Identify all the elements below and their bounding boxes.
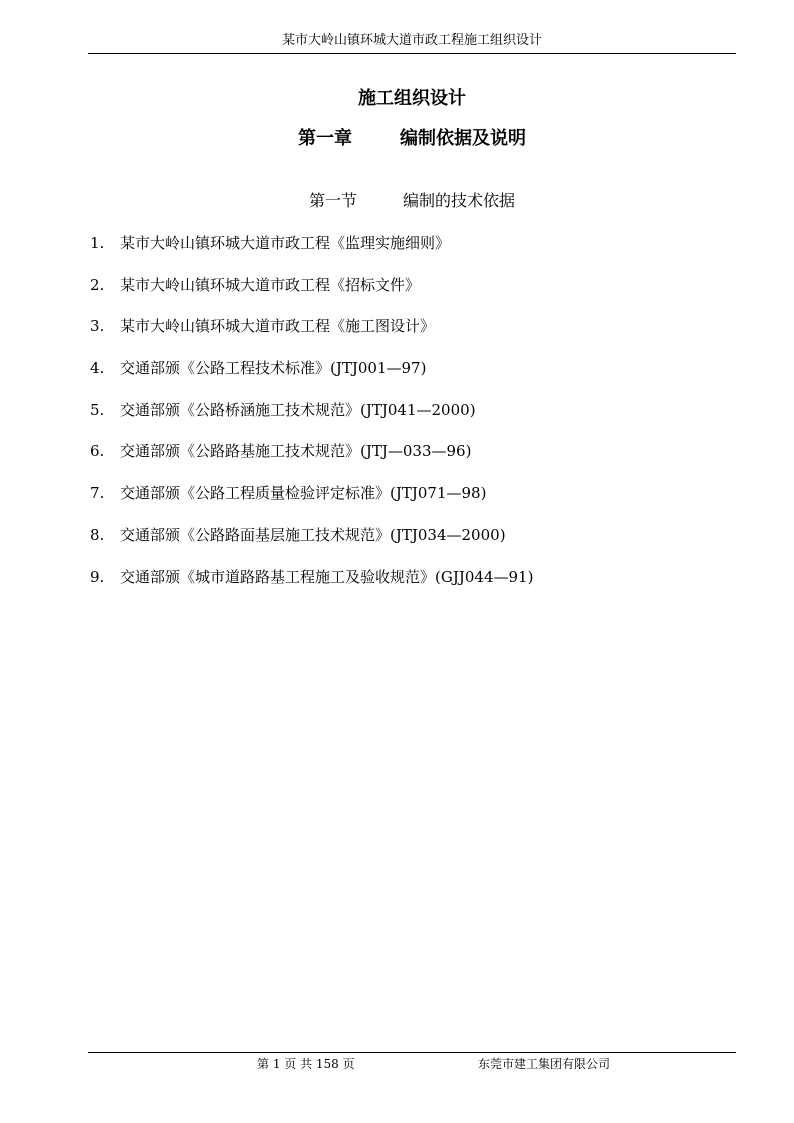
- list-item-text: 交通部颁《公路桥涵施工技术规范》(JTJ041—2000): [120, 400, 476, 419]
- list-item-text: 交通部颁《公路工程质量检验评定标准》(JTJ071—98): [120, 484, 487, 503]
- list-item-text: 某市大岭山镇环城大道市政工程《监理实施细则》: [120, 234, 451, 252]
- list-item: [90, 399, 533, 441]
- list-item-text: 交通部颁《公路工程技术标准》(JTJ001—97): [120, 359, 427, 378]
- chapter-title: 编制依据及说明: [400, 128, 526, 149]
- page-number: 第 1 页 共 158 页: [257, 1057, 355, 1071]
- company-name: 东莞市建工集团有限公司: [478, 1057, 611, 1071]
- list-item-text: 某市大岭山镇环城大道市政工程《施工图设计》: [120, 317, 436, 336]
- section-heading: [88, 190, 736, 212]
- list-item: [90, 357, 533, 399]
- list-item-text: 交通部颁《公路路面基层施工技术规范》(JTJ034—2000): [120, 525, 506, 544]
- list-item: [90, 482, 533, 524]
- list-item: [90, 524, 533, 566]
- list-item-text: 交通部颁《公路路基施工技术规范》(JTJ—033—96): [120, 442, 472, 461]
- list-item: [90, 315, 533, 357]
- list-item-index: 4.: [90, 359, 105, 378]
- running-header: 某市大岭山镇环城大道市政工程施工组织设计: [281, 33, 542, 48]
- list-item-text: 交通部颁《城市道路路基工程施工及验收规范》(GJJ044—91): [120, 567, 534, 586]
- list-item: [90, 232, 533, 274]
- list-item-index: 9.: [90, 567, 105, 586]
- document-title: 施工组织设计: [358, 88, 466, 109]
- list-item-index: 8.: [90, 525, 105, 544]
- list-item-index: 3.: [90, 317, 105, 336]
- section-title: 编制的技术依据: [403, 191, 516, 210]
- chapter-number: 第一章: [298, 128, 352, 149]
- section-number: 第一节: [308, 191, 357, 210]
- list-item-index: 7.: [90, 484, 105, 503]
- footer-divider: [88, 1052, 736, 1053]
- list-item-index: 5.: [90, 400, 105, 419]
- list-item-index: 1.: [90, 234, 105, 252]
- list-item: [90, 440, 533, 482]
- list-item-text: 某市大岭山镇环城大道市政工程《招标文件》: [120, 275, 421, 294]
- header-divider: [88, 53, 736, 54]
- list-item: [90, 566, 533, 608]
- list-item: [90, 274, 533, 316]
- list-item-index: 6.: [90, 442, 105, 461]
- reference-list: [90, 232, 533, 607]
- chapter-heading: [88, 127, 736, 151]
- list-item-index: 2.: [90, 275, 105, 294]
